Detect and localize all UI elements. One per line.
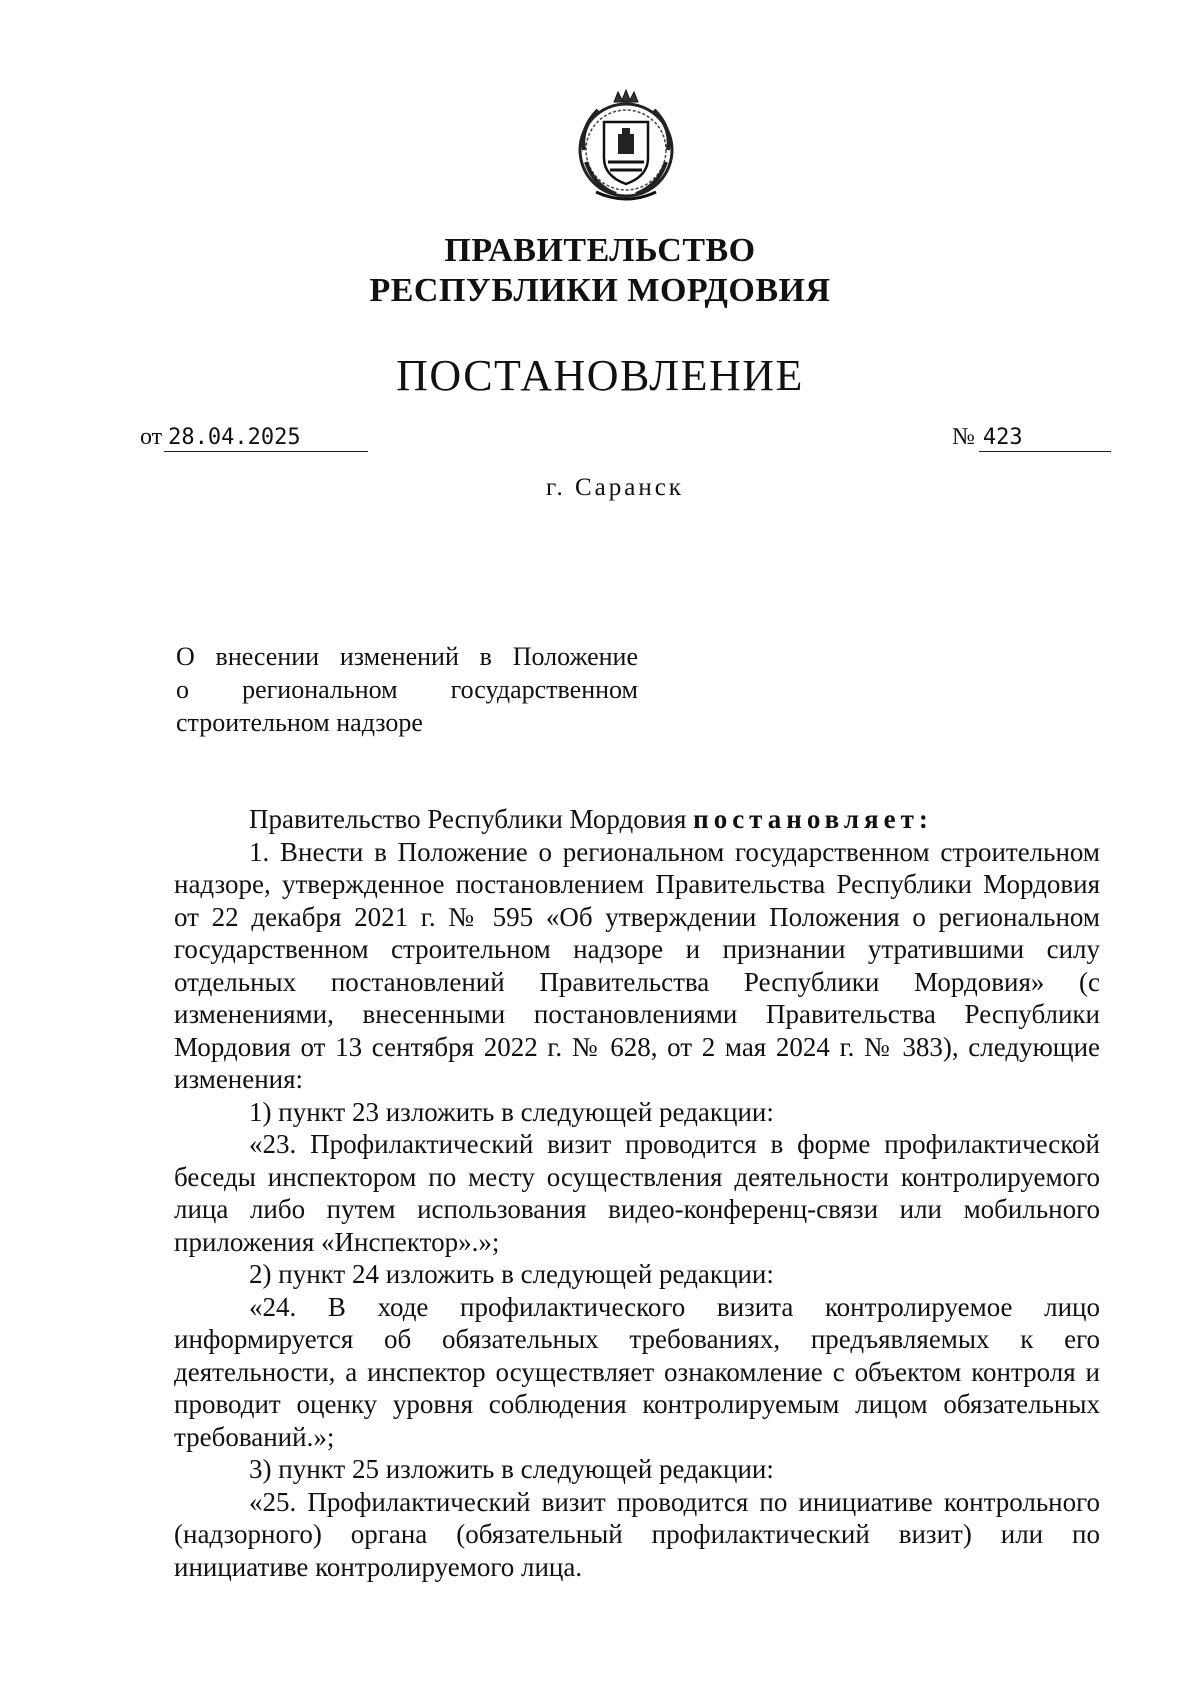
intro-verb: постановляет: (693, 804, 933, 834)
date-prefix: от (140, 424, 163, 450)
paragraph: 2) пункт 24 изложить в следующей редакции: (249, 1259, 774, 1289)
document-date: 28.04.2025 (164, 425, 368, 452)
document-type-title: ПОСТАНОВЛЕНИЕ (396, 351, 804, 400)
paragraph: «24. В ходе профилактического визита контролируемое лицо информируется об обязательных требованиях, предъявляемых к его деятельности, а инспектор осуществляет ознакомление с объектом контроля и проводит оценку уровня соблюдения контролируемым лицом обязательных требований.»; (174, 1291, 1100, 1452)
document-body (174, 803, 1100, 1583)
number-prefix: № (952, 424, 975, 450)
paragraph: «23. Профилактический визит проводится в форме профилактической беседы инспектором по месту осуществления деятельности контролируемого лица либо путем использования видео-конференц-связи или мобильного приложения «Инспектор».»; (174, 1129, 1100, 1257)
document-subject (176, 640, 638, 739)
paragraph: 1. Внести в Положение о региональном государственном строительном надзоре, утвержденное постановлением Правительства Республики Мордовия от 22 декабря 2021 г. № 595 «Об утверждении Положения о региональном государственном строительном надзоре и признании утратившими силу отдельных постановлений Правительства Республики Мордовия» (с изменениями, внесенными постановлениями Правительства Республики Мордовия от 13 сентября 2022 г. № 628, от 2 мая 2024 г. № 383), следующие изменения: (174, 836, 1100, 1094)
government-title-line2: РЕСПУБЛИКИ МОРДОВИЯ (369, 272, 831, 309)
intro-paragraph (174, 803, 1100, 836)
subject-line: о региональном государственном (176, 675, 638, 704)
mordovia-coat-of-arms-icon (570, 88, 682, 208)
subject-line: строительном надзоре (176, 708, 423, 737)
paragraph: «25. Профилактический визит проводится по инициативе контрольного (надзорного) органа (обязательный профилактический визит) или по инициативе контролируемого лица. (174, 1486, 1100, 1582)
document-number: 423 (979, 425, 1111, 452)
paragraph: 3) пункт 25 изложить в следующей редакции: (249, 1454, 774, 1484)
government-title-line1: ПРАВИТЕЛЬСТВО (444, 232, 756, 269)
city: г. Саранск (546, 474, 684, 501)
date-block (140, 424, 368, 452)
intro-text: Правительство Республики Мордовия (249, 804, 687, 834)
subject-line: О внесении изменений в Положение (176, 642, 638, 671)
paragraph: 1) пункт 23 изложить в следующей редакции: (249, 1096, 774, 1127)
number-block (952, 424, 1111, 452)
